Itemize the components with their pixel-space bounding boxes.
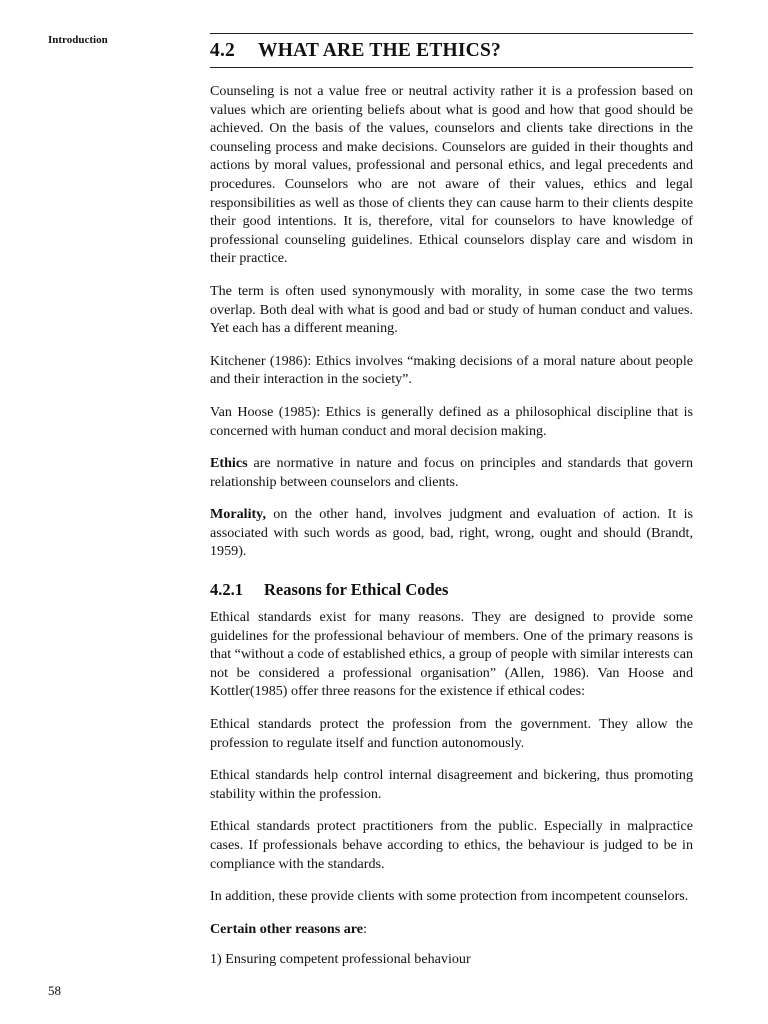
paragraph-reason-government: Ethical standards protect the profession from the government. They allow the profession to regulate itself and function autonomously. [210,716,693,751]
subsection-title: Reasons for Ethical Codes [264,580,449,600]
paragraph-morality [210,505,693,561]
running-head: Introduction [48,34,108,46]
other-reasons-heading [210,920,693,939]
other-reasons-label: Certain other reasons are [210,920,364,937]
paragraph-reason-public: Ethical standards protect practitioners from the public. Especially in malpractice cases. If professionals behave according to ethics, the behaviour is judged to be in compliance with the standards. [210,818,693,872]
paragraph-term: The term is often used synonymously with morality, in some case the two terms overlap. Both deal with what is good and bad or study of human conduct and values. Yet each has a different meaning. [210,282,693,337]
paragraph-client-protection: In addition, these provide clients with some protection from incompetent counselors. [210,888,689,905]
section-heading [210,33,693,68]
paragraph-van-hoose: Van Hoose (1985): Ethics is generally defined as a philosophical discipline that is concerned with human conduct and moral decision making. [210,403,693,439]
list-item: 1) Ensuring competent professional behaviour [210,951,471,968]
section-number: 4.2 [210,40,235,61]
section-title: WHAT ARE THE ETHICS? [258,40,501,61]
subsection-heading [210,579,693,600]
paragraph-intro: Counseling is not a value free or neutral activity rather it is a profession based on values which are orienting beliefs about what is good and how that good should be achieved. On the basis of the values, counselors and clients take directions in the counseling process and make decisions. Counselors are guided in their thoughts and actions by moral values, professional and personal ethics, and legal precedents and procedures. Counselors who are not aware of their values, ethics and legal responsibilities as well as those of clients they can cause harm to their clients despite their good intentions. It is, therefore, vital for counselors to have knowledge of professional counseling guidelines. Ethical counselors display care and wisdom in their practice. [210,83,693,267]
page-number: 58 [48,983,61,998]
page-content [210,33,693,969]
paragraph-reasons-intro: Ethical standards exist for many reasons. They are designed to provide some guidelines for the professional behaviour of members. One of the primary reasons is that “without a code of established ethics, a group of people with similar interests can not be considered a professional organisation” (Allen, 1986). Van Hoose and Kottler(1985) offer three reasons for the existence if ethical codes: [210,609,693,700]
morality-term: Morality, [210,506,266,523]
ethics-definition: are normative in nature and focus on principles and standards that govern relationship between counselors and clients. [210,455,693,490]
morality-definition: on the other hand, involves judgment and evaluation of action. It is associated with such words as good, bad, right, wrong, ought and should (Brandt, 1959). [210,506,693,560]
ethics-term: Ethics [210,455,248,472]
paragraph-reason-disagreement: Ethical standards help control internal disagreement and bickering, thus promoting stability within the profession. [210,767,693,802]
paragraph-kitchener: Kitchener (1986): Ethics involves “making decisions of a moral nature about people and their interaction in the society”. [210,352,693,388]
subsection-number: 4.2.1 [210,580,243,600]
paragraph-ethics [210,454,693,491]
other-reasons-colon: : [363,920,367,937]
